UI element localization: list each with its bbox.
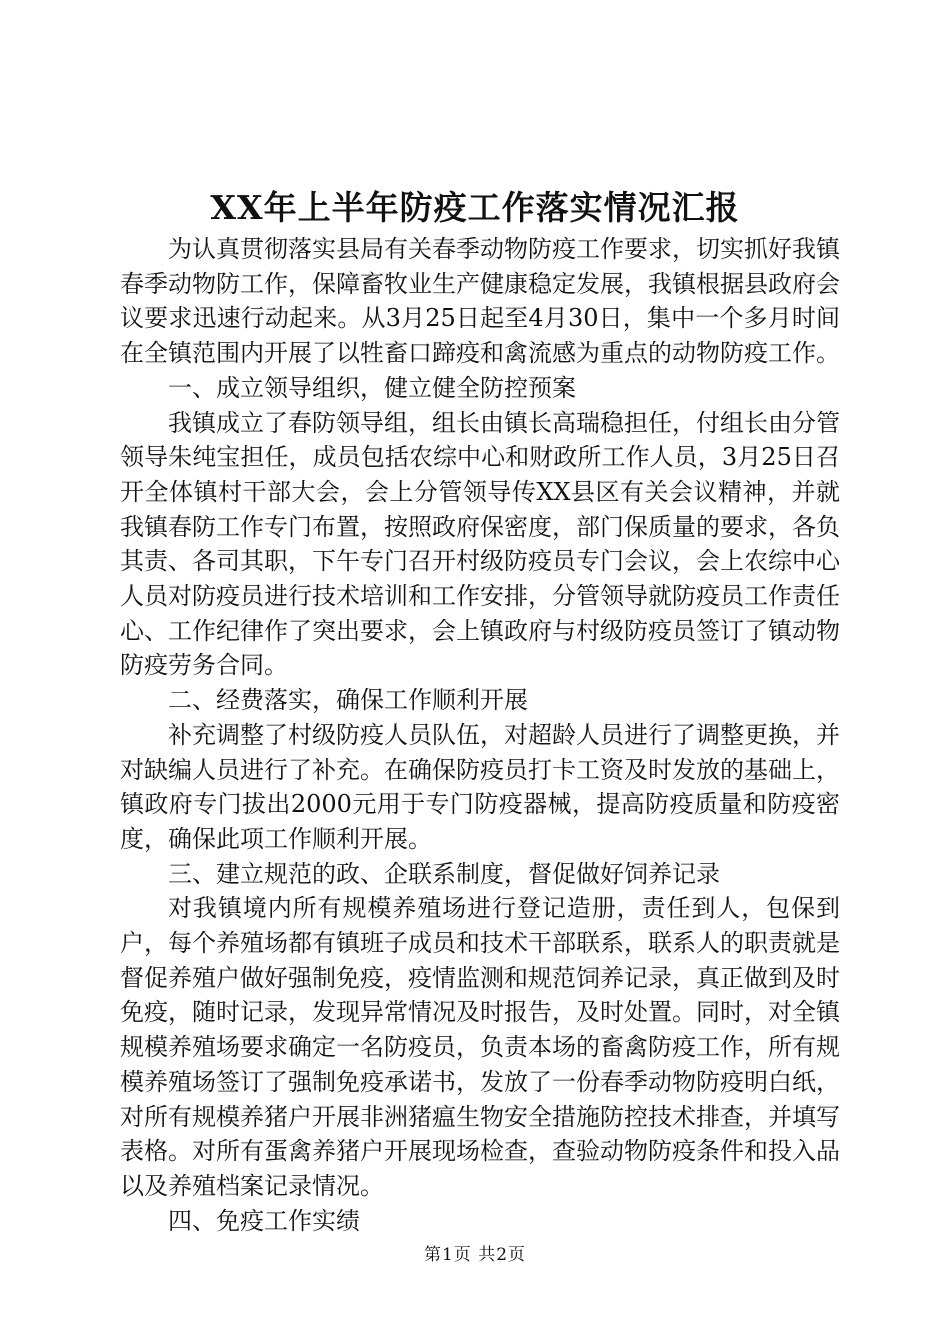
section-heading-2: 二、经费落实，确保工作顺利开展 bbox=[168, 686, 528, 715]
section-heading-1: 一、成立领导组织，健立健全防控预案 bbox=[168, 373, 576, 402]
page-number-footer: 第1页 共2页 bbox=[423, 1245, 527, 1265]
section-heading-3: 三、建立规范的政、企联系制度，督促做好饲养记录 bbox=[168, 859, 720, 888]
paragraph-section-2: 补充调整了村级防疫人员队伍，对超龄人员进行了调整更换，并对缺编人员进行了补充。在确保防疫员打卡工资及时发放的基础上，镇政府专门拔出2000元用于专门防疫器械，提高防疫质量和防疫密度，确保此项工作顺利开展。 bbox=[120, 720, 840, 853]
paragraph-intro: 为认真贯彻落实县局有关春季动物防疫工作要求，切实抓好我镇春季动物防工作，保障畜牧业生产健康稳定发展，我镇根据县政府会议要求迅速行动起来。从3月25日起至4月30日，集中一个多月时间在全镇范围内开展了以牲畜口蹄疫和禽流感为重点的动物防疫工作。 bbox=[120, 235, 840, 368]
document-title: XX年上半年防疫工作落实情况汇报 bbox=[210, 188, 740, 227]
paragraph-section-3: 对我镇境内所有规模养殖场进行登记造册，责任到人，包保到户，每个养殖场都有镇班子成员和技术干部联系，联系人的职责就是督促养殖户做好强制免疫，疫情监测和规范饲养记录，真正做到及时免疫，随时记录，发现异常情况及时报告，及时处置。同时，对全镇规模养殖场要求确定一名防疫员，负责本场的畜禽防疫工作，所有规模养殖场签订了强制免疫承诺书，发放了一份春季动物防疫明白纸，对所有规模养猪户开展非洲猪瘟生物安全措施防控技术排查，并填写表格。对所有蛋禽养猪户开展现场检查，查验动物防疫条件和投入品以及养殖档案记录情况。 bbox=[120, 894, 840, 1200]
paragraph-section-1: 我镇成立了春防领导组，组长由镇长高瑞稳担任，付组长由分管领导朱纯宝担任，成员包括农综中心和财政所工作人员，3月25日召开全体镇村干部大会，会上分管领导传XX县区有关会议精神，并就我镇春防工作专门布置，按照政府保密度，部门保质量的要求，各负其责、各司其职，下午专门召开村级防疫员专门会议，会上农综中心人员对防疫员进行技术培训和工作安排，分管领导就防疫员工作责任心、工作纪律作了突出要求，会上镇政府与村级防疫员签订了镇动物防疫劳务合同。 bbox=[120, 408, 840, 680]
section-heading-4: 四、免疫工作实绩 bbox=[168, 1206, 360, 1235]
document-body bbox=[120, 232, 840, 1238]
